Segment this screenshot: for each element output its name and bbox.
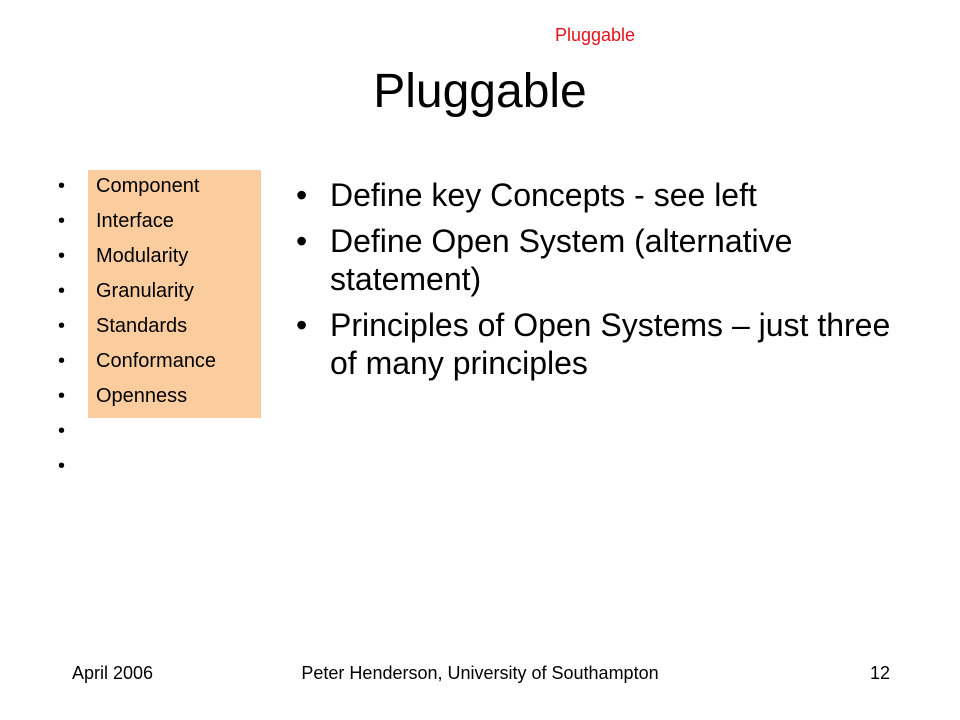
slide-title: Pluggable [373,65,587,118]
concept-label: Conformance [96,350,217,372]
bullet-icon: • [58,210,66,232]
main-bullet-list [296,176,916,390]
main-item-text: Define key Concepts - see left [330,177,757,213]
footer-date: April 2006 [72,663,154,683]
main-item-text: Principles of Open Systems – just three of many principles [330,307,891,381]
concept-label: Openness [96,385,188,407]
bullet-icon: • [58,315,66,337]
header-tag: Pluggable [555,25,636,45]
footer-author: Peter Henderson, University of Southampton [301,663,659,683]
concept-label: Component [96,175,200,197]
bullet-icon: • [296,307,308,343]
concept-label: Granularity [96,280,194,302]
bullet-icon: • [58,455,66,477]
concept-label: Standards [96,315,188,337]
bullet-icon: • [58,420,66,442]
bullet-icon: • [58,175,66,197]
main-list-item [296,306,916,382]
concept-label: Interface [96,210,174,232]
bullet-icon: • [296,177,308,213]
main-list-item [296,222,916,298]
bullet-icon: • [58,350,66,372]
page-number: 12 [869,663,890,683]
main-item-text: Define Open System (alternative statement) [330,223,793,297]
bullet-icon: • [58,385,66,407]
main-list-item [296,176,916,214]
bullet-icon: • [58,245,66,267]
concept-label: Modularity [96,245,189,267]
bullet-icon: • [58,280,66,302]
bullet-icon: • [296,223,308,259]
